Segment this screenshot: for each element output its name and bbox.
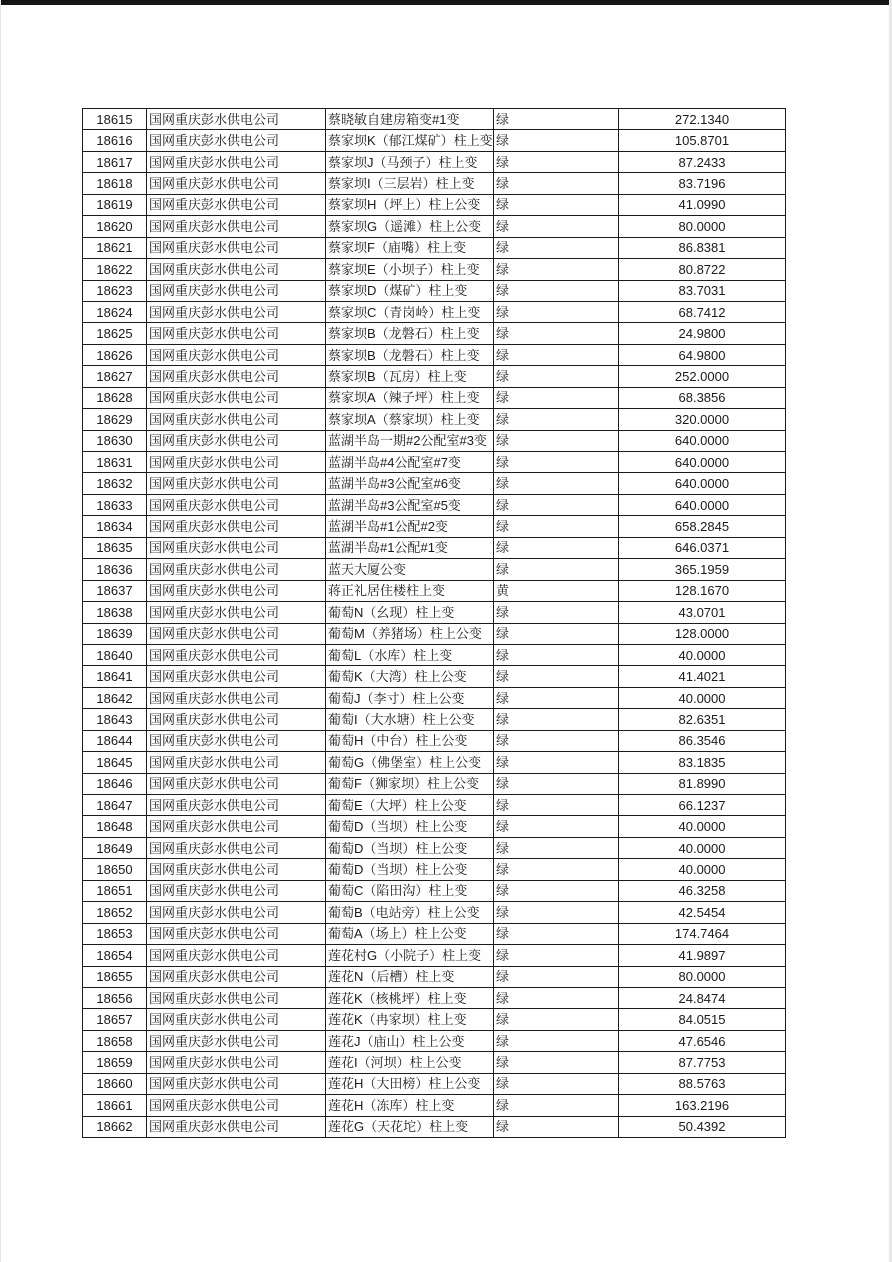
cell-id[interactable]: 18628 [83,387,147,408]
cell-company[interactable]: 国网重庆彭水供电公司 [147,795,326,816]
cell-company[interactable]: 国网重庆彭水供电公司 [147,280,326,301]
table-row [83,559,786,580]
cell-id[interactable]: 18648 [83,816,147,837]
cell-id[interactable]: 18651 [83,880,147,901]
cell-value[interactable]: 41.9897 [619,945,786,966]
table-row [83,580,786,601]
cell-status[interactable]: 绿 [494,1052,619,1073]
table-row [83,859,786,880]
cell-company[interactable]: 国网重庆彭水供电公司 [147,366,326,387]
cell-id[interactable]: 18661 [83,1095,147,1116]
cell-value[interactable]: 272.1340 [619,109,786,130]
cell-name[interactable]: 蒋正礼居住楼柱上变 [326,580,494,601]
cell-name[interactable]: 葡萄B（电站旁）柱上公变 [326,902,494,923]
cell-company[interactable]: 国网重庆彭水供电公司 [147,237,326,258]
cell-id[interactable]: 18658 [83,1030,147,1051]
cell-name[interactable]: 蔡家坝H（坪上）柱上公变 [326,194,494,215]
cell-status[interactable]: 黄 [494,580,619,601]
cell-id[interactable]: 18634 [83,516,147,537]
cell-name[interactable]: 莲花J（庙山）柱上公变 [326,1030,494,1051]
cell-id[interactable]: 18622 [83,259,147,280]
cell-id[interactable]: 18643 [83,709,147,730]
cell-value[interactable]: 41.4021 [619,666,786,687]
cell-company[interactable]: 国网重庆彭水供电公司 [147,409,326,430]
cell-company[interactable]: 国网重庆彭水供电公司 [147,516,326,537]
cell-value[interactable]: 88.5763 [619,1073,786,1094]
table-row [83,194,786,215]
cell-company[interactable]: 国网重庆彭水供电公司 [147,687,326,708]
cell-value[interactable]: 24.8474 [619,987,786,1008]
cell-id[interactable]: 18620 [83,216,147,237]
table-row [83,1030,786,1051]
cell-company[interactable]: 国网重庆彭水供电公司 [147,259,326,280]
cell-company[interactable]: 国网重庆彭水供电公司 [147,644,326,665]
cell-company[interactable]: 国网重庆彭水供电公司 [147,1095,326,1116]
cell-id[interactable]: 18653 [83,923,147,944]
cell-company[interactable]: 国网重庆彭水供电公司 [147,559,326,580]
cell-status[interactable]: 绿 [494,816,619,837]
cell-status[interactable]: 绿 [494,795,619,816]
table-row [83,623,786,644]
cell-name[interactable]: 葡萄D（当坝）柱上公变 [326,816,494,837]
cell-value[interactable]: 41.0990 [619,194,786,215]
cell-status[interactable]: 绿 [494,559,619,580]
cell-id[interactable]: 18647 [83,795,147,816]
cell-id[interactable]: 18644 [83,730,147,751]
cell-id[interactable]: 18621 [83,237,147,258]
cell-name[interactable]: 蓝湖半岛一期#2公配室#3变 [326,430,494,451]
cell-value[interactable]: 83.1835 [619,752,786,773]
cell-status[interactable]: 绿 [494,602,619,623]
cell-id[interactable]: 18638 [83,602,147,623]
cell-company[interactable]: 国网重庆彭水供电公司 [147,923,326,944]
cell-name[interactable]: 葡萄G（佛堡室）柱上公变 [326,752,494,773]
cell-company[interactable]: 国网重庆彭水供电公司 [147,730,326,751]
cell-company[interactable]: 国网重庆彭水供电公司 [147,387,326,408]
cell-id[interactable]: 18629 [83,409,147,430]
table-row [83,709,786,730]
cell-name[interactable]: 莲花G（天花坨）柱上变 [326,1116,494,1137]
cell-value[interactable]: 66.1237 [619,795,786,816]
cell-value[interactable]: 80.0000 [619,216,786,237]
table-row [83,687,786,708]
cell-company[interactable]: 国网重庆彭水供电公司 [147,537,326,558]
cell-company[interactable]: 国网重庆彭水供电公司 [147,151,326,172]
cell-status[interactable]: 绿 [494,752,619,773]
page-left-edge [0,0,1,1262]
table-row [83,987,786,1008]
cell-company[interactable]: 国网重庆彭水供电公司 [147,623,326,644]
cell-name[interactable]: 蔡家坝K（郁江煤矿）柱上变 [326,130,494,151]
cell-status[interactable]: 绿 [494,1009,619,1030]
cell-company[interactable]: 国网重庆彭水供电公司 [147,837,326,858]
table-row [83,473,786,494]
cell-company[interactable]: 国网重庆彭水供电公司 [147,216,326,237]
cell-id[interactable]: 18625 [83,323,147,344]
cell-id[interactable]: 18615 [83,109,147,130]
cell-id[interactable]: 18659 [83,1052,147,1073]
cell-company[interactable]: 国网重庆彭水供电公司 [147,602,326,623]
table-row [83,752,786,773]
table-row [83,902,786,923]
cell-value[interactable]: 40.0000 [619,837,786,858]
table-row [83,280,786,301]
cell-name[interactable]: 蓝天大厦公变 [326,559,494,580]
cell-value[interactable]: 83.7031 [619,280,786,301]
cell-status[interactable]: 绿 [494,430,619,451]
cell-value[interactable]: 40.0000 [619,644,786,665]
cell-id[interactable]: 18630 [83,430,147,451]
cell-name[interactable]: 蓝湖半岛#1公配#2变 [326,516,494,537]
cell-id[interactable]: 18618 [83,173,147,194]
cell-name[interactable]: 葡萄H（中台）柱上公变 [326,730,494,751]
cell-id[interactable]: 18641 [83,666,147,687]
cell-company[interactable]: 国网重庆彭水供电公司 [147,1073,326,1094]
cell-company[interactable]: 国网重庆彭水供电公司 [147,1009,326,1030]
cell-company[interactable]: 国网重庆彭水供电公司 [147,902,326,923]
table-row [83,216,786,237]
cell-id[interactable]: 18624 [83,301,147,322]
cell-status[interactable]: 绿 [494,644,619,665]
cell-status[interactable]: 绿 [494,859,619,880]
table-row [83,945,786,966]
cell-company[interactable]: 国网重庆彭水供电公司 [147,194,326,215]
cell-id[interactable]: 18626 [83,344,147,365]
cell-status[interactable]: 绿 [494,109,619,130]
cell-status[interactable]: 绿 [494,1073,619,1094]
cell-id[interactable]: 18623 [83,280,147,301]
cell-company[interactable]: 国网重庆彭水供电公司 [147,945,326,966]
table-row [83,644,786,665]
cell-name[interactable]: 蔡家坝F（庙嘴）柱上变 [326,237,494,258]
cell-name[interactable]: 葡萄M（养猪场）柱上公变 [326,623,494,644]
cell-status[interactable]: 绿 [494,366,619,387]
cell-value[interactable]: 174.7464 [619,923,786,944]
cell-name[interactable]: 莲花K（冉家坝）柱上变 [326,1009,494,1030]
cell-company[interactable]: 国网重庆彭水供电公司 [147,987,326,1008]
cell-status[interactable]: 绿 [494,387,619,408]
table-row [83,1095,786,1116]
cell-status[interactable]: 绿 [494,730,619,751]
cell-id[interactable]: 18655 [83,966,147,987]
cell-value[interactable]: 365.1959 [619,559,786,580]
cell-name[interactable]: 蔡家坝D（煤矿）柱上变 [326,280,494,301]
cell-status[interactable]: 绿 [494,301,619,322]
table-row [83,323,786,344]
cell-id[interactable]: 18639 [83,623,147,644]
cell-company[interactable]: 国网重庆彭水供电公司 [147,1052,326,1073]
cell-value[interactable]: 640.0000 [619,452,786,473]
cell-company[interactable]: 国网重庆彭水供电公司 [147,473,326,494]
cell-value[interactable]: 80.0000 [619,966,786,987]
cell-value[interactable]: 40.0000 [619,816,786,837]
cell-name[interactable]: 莲花H（大田榜）柱上公变 [326,1073,494,1094]
cell-company[interactable]: 国网重庆彭水供电公司 [147,430,326,451]
cell-status[interactable]: 绿 [494,880,619,901]
table-row [83,516,786,537]
cell-company[interactable]: 国网重庆彭水供电公司 [147,752,326,773]
table-row [83,730,786,751]
table-row [83,966,786,987]
cell-status[interactable]: 绿 [494,130,619,151]
cell-id[interactable]: 18632 [83,473,147,494]
cell-name[interactable]: 蔡家坝I（三层岩）柱上变 [326,173,494,194]
cell-value[interactable]: 640.0000 [619,430,786,451]
cell-status[interactable]: 绿 [494,409,619,430]
cell-status[interactable]: 绿 [494,773,619,794]
cell-status[interactable]: 绿 [494,516,619,537]
cell-name[interactable]: 蔡家坝B（龙磐石）柱上变 [326,323,494,344]
cell-value[interactable]: 64.9800 [619,344,786,365]
cell-id[interactable]: 18633 [83,494,147,515]
cell-value[interactable]: 42.5454 [619,902,786,923]
cell-status[interactable]: 绿 [494,1095,619,1116]
cell-value[interactable]: 87.2433 [619,151,786,172]
cell-value[interactable]: 320.0000 [619,409,786,430]
cell-status[interactable]: 绿 [494,173,619,194]
transformer-table [82,108,786,1138]
cell-name[interactable]: 葡萄I（大水塘）柱上公变 [326,709,494,730]
cell-company[interactable]: 国网重庆彭水供电公司 [147,494,326,515]
cell-value[interactable]: 84.0515 [619,1009,786,1030]
cell-company[interactable]: 国网重庆彭水供电公司 [147,323,326,344]
cell-id[interactable]: 18660 [83,1073,147,1094]
cell-value[interactable]: 128.1670 [619,580,786,601]
cell-status[interactable]: 绿 [494,966,619,987]
cell-id[interactable]: 18642 [83,687,147,708]
cell-name[interactable]: 蓝湖半岛#3公配室#5变 [326,494,494,515]
table-row [83,344,786,365]
table-row [83,387,786,408]
cell-name[interactable]: 莲花村G（小院子）柱上变 [326,945,494,966]
cell-company[interactable]: 国网重庆彭水供电公司 [147,173,326,194]
cell-name[interactable]: 蔡家坝B（瓦房）柱上变 [326,366,494,387]
cell-value[interactable]: 86.3546 [619,730,786,751]
cell-company[interactable]: 国网重庆彭水供电公司 [147,130,326,151]
cell-value[interactable]: 82.6351 [619,709,786,730]
cell-company[interactable]: 国网重庆彭水供电公司 [147,580,326,601]
cell-value[interactable]: 81.8990 [619,773,786,794]
cell-id[interactable]: 18637 [83,580,147,601]
table-row [83,130,786,151]
cell-company[interactable]: 国网重庆彭水供电公司 [147,301,326,322]
cell-name[interactable]: 莲花I（河坝）柱上公变 [326,1052,494,1073]
cell-name[interactable]: 葡萄N（幺现）柱上变 [326,602,494,623]
cell-id[interactable]: 18654 [83,945,147,966]
cell-company[interactable]: 国网重庆彭水供电公司 [147,880,326,901]
table-row [83,430,786,451]
cell-value[interactable]: 68.3856 [619,387,786,408]
cell-status[interactable]: 绿 [494,494,619,515]
cell-status[interactable]: 绿 [494,687,619,708]
cell-id[interactable]: 18640 [83,644,147,665]
cell-id[interactable]: 18656 [83,987,147,1008]
cell-value[interactable]: 40.0000 [619,859,786,880]
table-row [83,816,786,837]
cell-name[interactable]: 葡萄D（当坝）柱上公变 [326,837,494,858]
cell-company[interactable]: 国网重庆彭水供电公司 [147,709,326,730]
cell-value[interactable]: 640.0000 [619,494,786,515]
cell-id[interactable]: 18657 [83,1009,147,1030]
cell-status[interactable]: 绿 [494,151,619,172]
cell-status[interactable]: 绿 [494,945,619,966]
cell-value[interactable]: 24.9800 [619,323,786,344]
table-row [83,537,786,558]
cell-company[interactable]: 国网重庆彭水供电公司 [147,109,326,130]
cell-name[interactable]: 葡萄A（场上）柱上公变 [326,923,494,944]
cell-name[interactable]: 葡萄D（当坝）柱上公变 [326,859,494,880]
table-row [83,880,786,901]
cell-status[interactable]: 绿 [494,537,619,558]
cell-name[interactable]: 蔡家坝J（马颈子）柱上变 [326,151,494,172]
cell-company[interactable]: 国网重庆彭水供电公司 [147,666,326,687]
cell-name[interactable]: 蔡晓敏自建房箱变#1变 [326,109,494,130]
cell-value[interactable]: 658.2845 [619,516,786,537]
cell-value[interactable]: 46.3258 [619,880,786,901]
cell-value[interactable]: 646.0371 [619,537,786,558]
table-row [83,923,786,944]
table-row [83,366,786,387]
cell-status[interactable]: 绿 [494,452,619,473]
cell-id[interactable]: 18617 [83,151,147,172]
cell-id[interactable]: 18649 [83,837,147,858]
cell-name[interactable]: 蔡家坝B（龙磐石）柱上变 [326,344,494,365]
cell-status[interactable]: 绿 [494,837,619,858]
cell-status[interactable]: 绿 [494,259,619,280]
cell-value[interactable]: 163.2196 [619,1095,786,1116]
cell-company[interactable]: 国网重庆彭水供电公司 [147,773,326,794]
cell-name[interactable]: 葡萄K（大湾）柱上公变 [326,666,494,687]
cell-name[interactable]: 葡萄J（李寸）柱上公变 [326,687,494,708]
cell-id[interactable]: 18635 [83,537,147,558]
cell-value[interactable]: 640.0000 [619,473,786,494]
cell-status[interactable]: 绿 [494,237,619,258]
table-row [83,301,786,322]
cell-name[interactable]: 葡萄E（大坪）柱上公变 [326,795,494,816]
cell-id[interactable]: 18645 [83,752,147,773]
cell-status[interactable]: 绿 [494,1116,619,1137]
cell-company[interactable]: 国网重庆彭水供电公司 [147,344,326,365]
table-row [83,666,786,687]
cell-status[interactable]: 绿 [494,194,619,215]
cell-value[interactable]: 83.7196 [619,173,786,194]
cell-status[interactable]: 绿 [494,323,619,344]
cell-id[interactable]: 18627 [83,366,147,387]
cell-name[interactable]: 葡萄C（陷田沟）柱上变 [326,880,494,901]
table-row [83,795,786,816]
cell-value[interactable]: 47.6546 [619,1030,786,1051]
cell-name[interactable]: 蔡家坝C（青岗岭）柱上变 [326,301,494,322]
cell-id[interactable]: 18646 [83,773,147,794]
cell-name[interactable]: 葡萄L（水库）柱上变 [326,644,494,665]
table-row [83,1073,786,1094]
cell-value[interactable]: 43.0701 [619,602,786,623]
cell-name[interactable]: 蔡家坝G（遥滩）柱上公变 [326,216,494,237]
cell-value[interactable]: 87.7753 [619,1052,786,1073]
cell-value[interactable]: 50.4392 [619,1116,786,1137]
cell-value[interactable]: 40.0000 [619,687,786,708]
cell-value[interactable]: 68.7412 [619,301,786,322]
table-row [83,109,786,130]
cell-name[interactable]: 莲花N（后槽）柱上变 [326,966,494,987]
table-row [83,1009,786,1030]
cell-status[interactable]: 绿 [494,473,619,494]
table-row [83,237,786,258]
cell-id[interactable]: 18650 [83,859,147,880]
cell-company[interactable]: 国网重庆彭水供电公司 [147,1030,326,1051]
cell-status[interactable]: 绿 [494,216,619,237]
table-body [83,109,786,1138]
cell-status[interactable]: 绿 [494,987,619,1008]
cell-status[interactable]: 绿 [494,923,619,944]
cell-status[interactable]: 绿 [494,666,619,687]
table-row [83,1052,786,1073]
cell-company[interactable]: 国网重庆彭水供电公司 [147,1116,326,1137]
cell-status[interactable]: 绿 [494,280,619,301]
cell-id[interactable]: 18616 [83,130,147,151]
cell-id[interactable]: 18619 [83,194,147,215]
cell-name[interactable]: 莲花K（核桃坪）柱上变 [326,987,494,1008]
cell-name[interactable]: 蔡家坝A（辣子坪）柱上变 [326,387,494,408]
table-row [83,259,786,280]
cell-value[interactable]: 252.0000 [619,366,786,387]
cell-id[interactable]: 18631 [83,452,147,473]
cell-name[interactable]: 蔡家坝A（蔡家坝）柱上变 [326,409,494,430]
cell-value[interactable]: 105.8701 [619,130,786,151]
table-row [83,494,786,515]
cell-value[interactable]: 80.8722 [619,259,786,280]
cell-value[interactable]: 86.8381 [619,237,786,258]
window-top-edge [0,0,892,5]
cell-status[interactable]: 绿 [494,709,619,730]
cell-status[interactable]: 绿 [494,902,619,923]
cell-name[interactable]: 葡萄F（狮家坝）柱上公变 [326,773,494,794]
table-row [83,173,786,194]
table-row [83,1116,786,1137]
cell-value[interactable]: 128.0000 [619,623,786,644]
cell-status[interactable]: 绿 [494,1030,619,1051]
cell-id[interactable]: 18652 [83,902,147,923]
cell-id[interactable]: 18662 [83,1116,147,1137]
cell-company[interactable]: 国网重庆彭水供电公司 [147,859,326,880]
table-row [83,151,786,172]
cell-name[interactable]: 蓝湖半岛#4公配室#7变 [326,452,494,473]
cell-name[interactable]: 莲花H（冻库）柱上变 [326,1095,494,1116]
table-row [83,409,786,430]
table-row [83,773,786,794]
cell-name[interactable]: 蔡家坝E（小坝子）柱上变 [326,259,494,280]
table-row [83,837,786,858]
cell-status[interactable]: 绿 [494,623,619,644]
cell-id[interactable]: 18636 [83,559,147,580]
table-row [83,602,786,623]
cell-company[interactable]: 国网重庆彭水供电公司 [147,816,326,837]
cell-status[interactable]: 绿 [494,344,619,365]
table-row [83,452,786,473]
cell-company[interactable]: 国网重庆彭水供电公司 [147,966,326,987]
cell-company[interactable]: 国网重庆彭水供电公司 [147,452,326,473]
cell-name[interactable]: 蓝湖半岛#1公配#1变 [326,537,494,558]
cell-name[interactable]: 蓝湖半岛#3公配室#6变 [326,473,494,494]
